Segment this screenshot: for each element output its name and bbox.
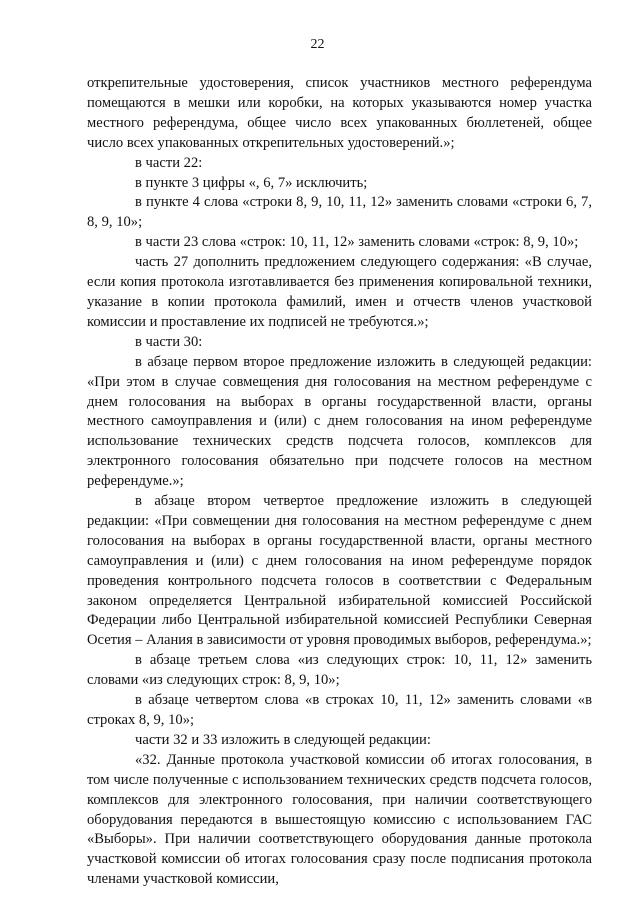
paragraph: открепительные удостоверения, список участников местного референдума помещаются в мешки или коробки, на которых указываются номер участка местного референдума, общее число всех упакованных бюллетеней, общее число всех упакованных открепительных удостоверений.»; bbox=[87, 75, 592, 151]
page-number: 22 bbox=[310, 37, 325, 52]
paragraph: части 32 и 33 изложить в следующей редакции: bbox=[135, 731, 431, 748]
paragraph: «32. Данные протокола участковой комиссии об итогах голосования, в том числе полученные с использованием технических средств подсчета голосов, комплексов для электронного голосования, при наличии соответствующего оборудования передаются в вышестоящую комиссию с использованием ГАС «Выборы». При наличии соответствующего оборудования данные протокола участковой комиссии об итогах голосования сразу после подписания протокола членами участковой комиссии, bbox=[87, 751, 592, 888]
paragraph: в части 30: bbox=[135, 333, 203, 350]
paragraph: в части 22: bbox=[135, 154, 203, 171]
paragraph: в абзаце первом второе предложение изложить в следующей редакции: «При этом в случае совмещения дня голосования на местном референдуме с днем голосования на выборах в органы государственной власти, органы местного самоуправления и (или) с днем голосования на ином референдуме использование технических средств подсчета голосов, комплексов для электронного голосования обязательно при подсчете голосов на местном референдуме.»; bbox=[87, 353, 592, 490]
paragraph: часть 27 дополнить предложением следующего содержания: «В случае, если копия протокола изготавливается без применения копировальной техники, указание в копии протокола фамилий, имен и отчеств членов участковой комиссии и проставление их подписей не требуются.»; bbox=[87, 254, 592, 330]
paragraph: в абзаце третьем слова «из следующих строк: 10, 11, 12» заменить словами «из следующих строк: 8, 9, 10»; bbox=[87, 652, 592, 689]
document-body bbox=[87, 74, 592, 890]
paragraph: в пункте 3 цифры «, 6, 7» исключить; bbox=[135, 174, 368, 191]
paragraph: в абзаце четвертом слова «в строках 10, 11, 12» заменить словами «в строках 8, 9, 10»; bbox=[87, 692, 592, 728]
paragraph: в абзаце втором четвертое предложение изложить в следующей редакции: «При совмещении дня голосования на местном референдуме с днем голосования на выборах в органы государственной власти, органы местного самоуправления и (или) с днем голосования на ином референдуме порядок проведения контрольного подсчета голосов в соответствии с Федеральным законом определяется Центральной избирательной комиссией Российской Федерации либо Центральной избирательной комиссией Республики Северная Осетия – Алания в зависимости от уровня проводимых выборов, референдума.»; bbox=[87, 493, 592, 649]
paragraph: в пункте 4 слова «строки 8, 9, 10, 11, 12» заменить словами «строки 6, 7, 8, 9, 10»; bbox=[87, 194, 592, 231]
paragraph: в части 23 слова «строк: 10, 11, 12» заменить словами «строк: 8, 9, 10»; bbox=[135, 234, 579, 251]
